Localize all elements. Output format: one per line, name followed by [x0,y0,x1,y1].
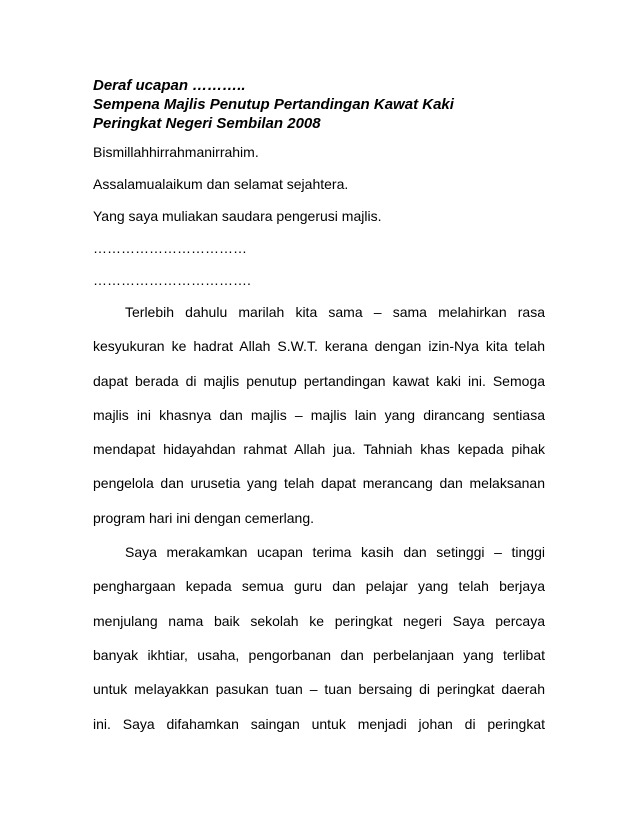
placeholder-dots-2: ……………………………. [93,272,251,288]
document-title-draft: Deraf ucapan ……….. [93,77,246,94]
document-title-level: Peringkat Negeri Sembilan 2008 [93,115,321,132]
paragraph-line: banyak ikhtiar, usaha, pengorbanan dan perbelanjaan yang terlibat [93,646,545,663]
paragraph-line: Saya merakamkan ucapan terima kasih dan setinggi – tinggi [125,544,545,561]
paragraph-line: kesyukuran ke hadrat Allah S.W.T. kerana dengan izin-Nya kita telah [93,338,545,355]
paragraph-line: penghargaan kepada semua guru dan pelajar yang telah berjaya [93,578,545,595]
paragraph-appreciation [93,535,545,741]
paragraph-line: untuk melayakkan pasukan tuan – tuan bersaing di peringkat daerah [93,681,545,698]
placeholder-dots-1: …………………………… [93,240,247,256]
greeting-bismillah: Bismillahhirrahmanirrahim. [93,144,259,160]
paragraph-line: menjulang nama baik sekolah ke peringkat negeri Saya percaya [93,612,545,629]
paragraph-gratitude [93,295,545,535]
paragraph-line: Terlebih dahulu marilah kita sama – sama melahirkan rasa [125,304,545,320]
document-page [93,76,545,741]
paragraph-line: mendapat hidayahdan rahmat Allah jua. Tahniah khas kepada pihak [93,441,545,458]
paragraph-line: majlis ini khasnya dan majlis – majlis lain yang dirancang sentiasa [93,406,545,423]
paragraph-line: pengelola dan urusetia yang telah dapat merancang dan melaksanan [93,475,545,492]
greeting-chairman: Yang saya muliakan saudara pengerusi majlis. [93,208,382,224]
document-title-event: Sempena Majlis Penutup Pertandingan Kawat Kaki [93,96,454,113]
paragraph-line: dapat berada di majlis penutup pertandingan kawat kaki ini. Semoga [93,372,545,389]
paragraph-line: ini. Saya difahamkan saingan untuk menjadi johan di peringkat [93,715,545,732]
paragraph-line: program hari ini dengan cemerlang. [93,509,315,526]
greeting-salam: Assalamualaikum dan selamat sejahtera. [93,176,349,192]
